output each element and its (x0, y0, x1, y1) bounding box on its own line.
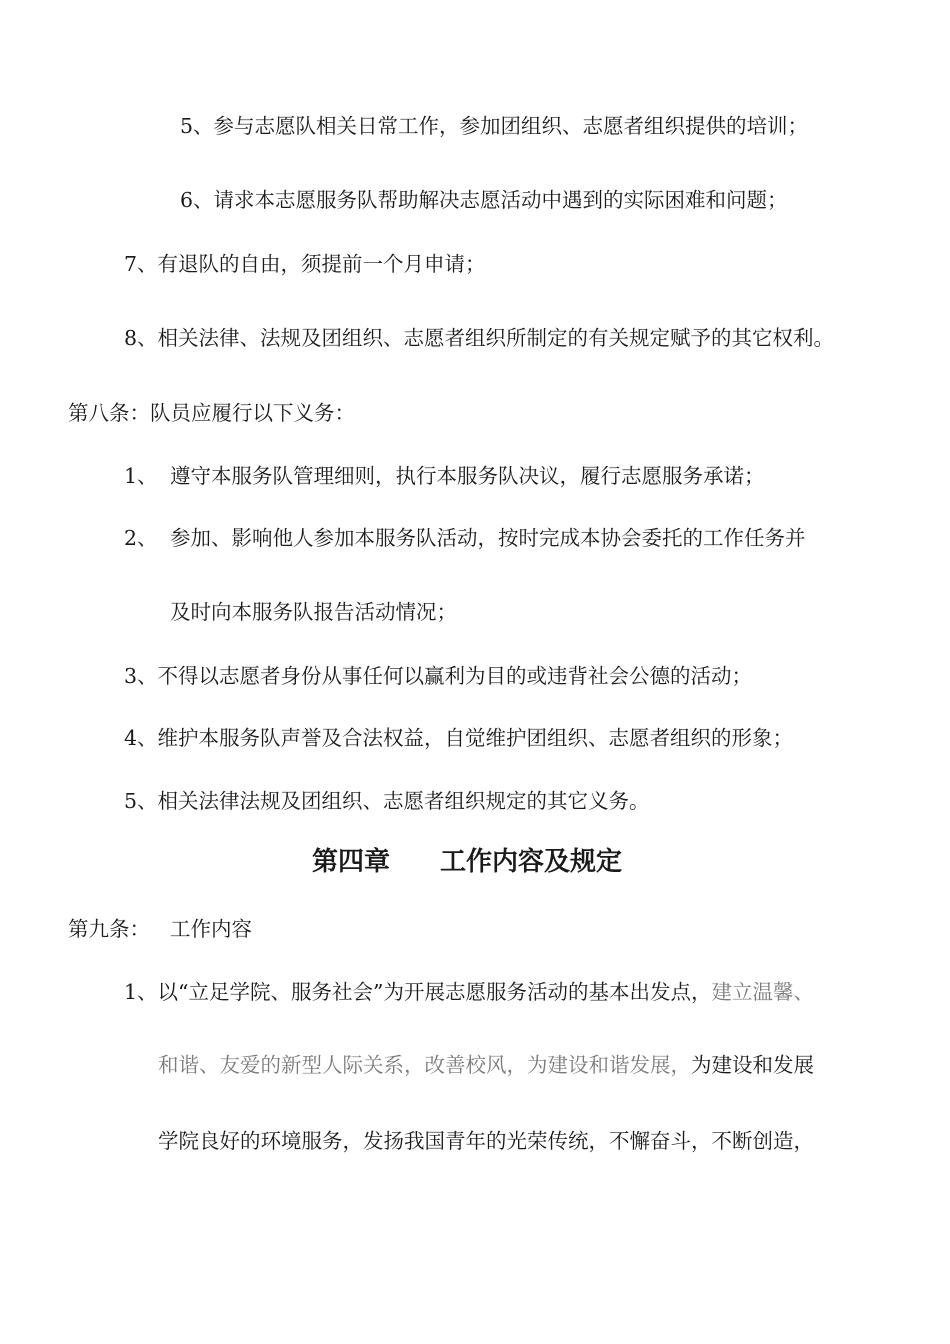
obligation-item-4: 4、维护本服务队声誉及合法权益，自觉维护团组织、志愿者组织的形象； (124, 726, 794, 750)
obligation-item-2-text: 参加、影响他人参加本服务队活动，按时完成本协会委托的工作任务并 (170, 526, 806, 550)
obligation-item-2-continuation: 及时向本服务队报告活动情况； (170, 600, 457, 624)
work-content-paragraph-line-2 (158, 1051, 814, 1079)
rights-item-8: 8、相关法律、法规及团组织、志愿者组织所制定的有关规定赋予的其它权利。 (124, 326, 835, 350)
paragraph-text-gray: 建立温馨、 (711, 980, 815, 1004)
obligation-item-1-number: 1、 (124, 464, 158, 488)
paragraph-text-gray: 和谐、友爱的新型人际关系，改善校风，为建设和谐发展， (158, 1053, 691, 1077)
obligation-item-1-text: 遵守本服务队管理细则，执行本服务队决议，履行志愿服务承诺； (170, 464, 765, 488)
paragraph-text: 为建设和发展 (691, 1053, 814, 1077)
article-8-title: 第八条：队员应履行以下义务： (68, 401, 355, 425)
rights-item-7: 7、有退队的自由，须提前一个月申请； (124, 252, 486, 276)
chapter-heading (312, 845, 622, 879)
paragraph-text: 1、以“立足学院、服务社会”为开展志愿服务活动的基本出发点， (124, 980, 712, 1004)
obligation-item-2-number: 2、 (124, 526, 158, 550)
article-9-subtitle: 工作内容 (170, 917, 252, 941)
article-9-title: 第九条： (68, 917, 150, 941)
work-content-paragraph-line-1 (124, 978, 814, 1006)
rights-item-6: 6、请求本志愿服务队帮助解决志愿活动中遇到的实际困难和问题； (180, 188, 788, 212)
work-content-paragraph-line-3: 学院良好的环境服务，发扬我国青年的光荣传统，不懈奋斗，不断创造， (158, 1129, 814, 1153)
chapter-title: 工作内容及规定 (440, 847, 623, 877)
chapter-number: 第四章 (312, 847, 391, 877)
obligation-item-5: 5、相关法律法规及团组织、志愿者组织规定的其它义务。 (124, 789, 650, 813)
obligation-item-3: 3、不得以志愿者身份从事任何以赢利为目的或违背社会公德的活动； (124, 664, 753, 688)
rights-item-5: 5、参与志愿队相关日常工作，参加团组织、志愿者组织提供的培训； (180, 114, 809, 138)
